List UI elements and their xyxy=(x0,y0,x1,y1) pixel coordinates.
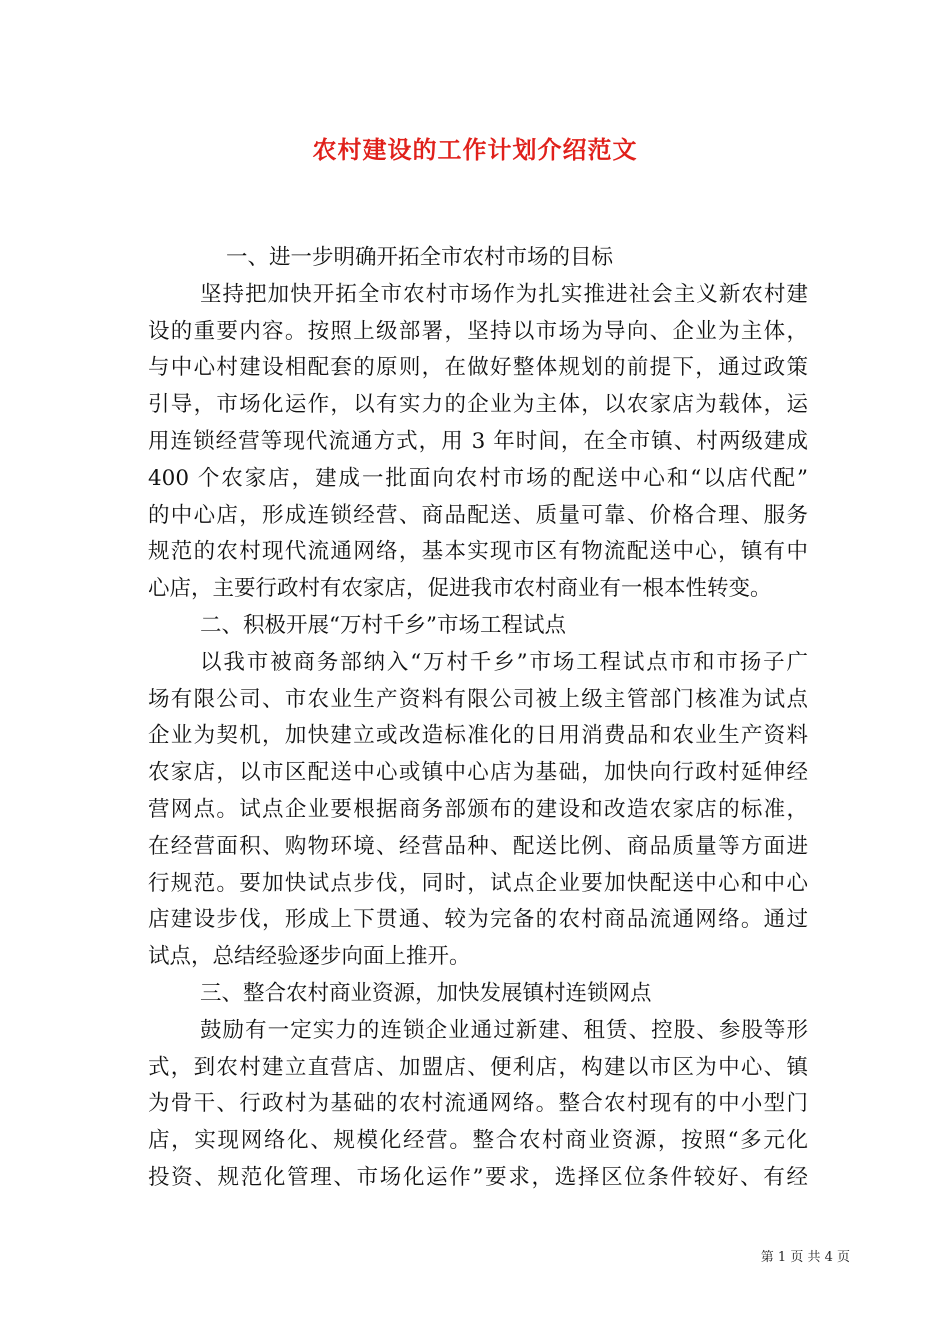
section-heading: 三、整合农村商业资源，加快发展镇村连锁网点 xyxy=(200,980,652,1006)
section-heading: 一、进一步明确开拓全市农村市场的目标 xyxy=(226,245,614,270)
text-line: 式，到农村建立直营店、加盟店、便利店，构建以市区为中心、镇 xyxy=(148,1054,808,1080)
text-line: 与中心村建设相配套的原则，在做好整体规划的前提下，通过政策 xyxy=(148,355,808,381)
text-line: 引导，市场化运作，以有实力的企业为主体，以农家店为载体，运 xyxy=(148,392,808,418)
text-line: 营网点。试点企业要根据商务部颁布的建设和改造农家店的标准， xyxy=(148,796,808,822)
text-line: 鼓励有一定实力的连锁企业通过新建、租赁、控股、参股等形 xyxy=(200,1017,808,1043)
text-line: 企业为契机，加快建立或改造标准化的日用消费品和农业生产资料 xyxy=(148,723,808,749)
text-line: 投资、规范化管理、市场化运作”要求，选择区位条件较好、有经 xyxy=(148,1164,808,1190)
paragraph xyxy=(148,645,808,976)
text-line: 以我市被商务部纳入“万村千乡”市场工程试点市和市扬子广 xyxy=(200,649,808,675)
text-line: 400 个农家店，建成一批面向农村市场的配送中心和“以店代配” xyxy=(148,465,808,491)
text-line: 行规范。要加快试点步伐，同时，试点企业要加快配送中心和中心 xyxy=(148,870,808,896)
document-title: 农村建设的工作计划介绍范文 xyxy=(312,135,638,164)
text-line: 场有限公司、市农业生产资料有限公司被上级主管部门核准为试点 xyxy=(148,686,808,712)
paragraph xyxy=(148,1013,808,1197)
text-line: 为骨干、行政村为基础的农村流通网络。整合农村现有的中小型门 xyxy=(148,1091,808,1117)
text-line: 规范的农村现代流通网络，基本实现市区有物流配送中心，镇有中 xyxy=(148,539,808,565)
document-body xyxy=(148,240,808,1197)
text-line: 在经营面积、购物环境、经营品种、配送比例、商品质量等方面进 xyxy=(148,833,808,859)
section-heading: 二、积极开展“万村千乡”市场工程试点 xyxy=(200,612,566,638)
text-line: 农家店，以市区配送中心或镇中心店为基础，加快向行政村延伸经 xyxy=(148,760,808,786)
text-line: 心店，主要行政村有农家店，促进我市农村商业有一根本性转变。 xyxy=(148,576,772,602)
text-line: 店，实现网络化、规模化经营。整合农村商业资源，按照“多元化 xyxy=(148,1128,808,1154)
page-number: 第 1 页 共 4 页 xyxy=(760,1250,850,1265)
text-line: 坚持把加快开拓全市农村市场作为扎实推进社会主义新农村建 xyxy=(200,281,808,307)
paragraph xyxy=(148,277,808,608)
text-line: 试点，总结经验逐步向面上推开。 xyxy=(148,944,471,970)
text-line: 设的重要内容。按照上级部署，坚持以市场为导向、企业为主体， xyxy=(148,318,808,344)
text-line: 店建设步伐，形成上下贯通、较为完备的农村商品流通网络。通过 xyxy=(148,907,808,933)
text-line: 用连锁经营等现代流通方式，用 3 年时间，在全市镇、村两级建成 xyxy=(148,428,808,454)
text-line: 的中心店，形成连锁经营、商品配送、质量可靠、价格合理、服务 xyxy=(148,502,808,528)
